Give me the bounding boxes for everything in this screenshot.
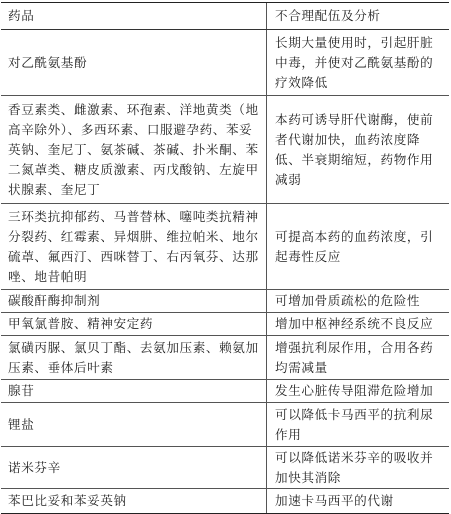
drug-cell: 甲氧氯普胺、精神安定药 — [1, 313, 267, 335]
analysis-cell: 长期大量使用时，引起肝脏中毒，并使对乙酰氨基酚的疗效降低 — [275, 34, 434, 90]
table-row — [1, 380, 449, 403]
drug-cell: 腺苷 — [1, 380, 267, 402]
analysis-cell: 本药可诱导肝代谢酶，使前者代谢加快，血药浓度降低、半衰期缩短，药物作用减弱 — [275, 111, 434, 187]
drug-cell: 氯磺丙脲、氯贝丁酯、去氨加压素、赖氨加压素、垂体后叶素 — [1, 336, 267, 379]
table-header-row — [1, 3, 449, 30]
table-row — [1, 30, 449, 96]
analysis-cell: 增强抗利尿作用，合用各药均需减量 — [275, 339, 434, 375]
table-row — [1, 403, 449, 447]
analysis-cell: 可增加骨质疏松的危险性 — [275, 293, 421, 308]
table-row — [1, 447, 449, 489]
header-analysis: 不合理配伍及分析 — [275, 8, 381, 23]
drug-cell: 对乙酰氨基酚 — [1, 30, 267, 95]
analysis-cell: 可提高本药的血药浓度，引起毒性反应 — [275, 228, 434, 264]
table-row — [1, 204, 449, 290]
drug-cell: 香豆素类、雌激素、环孢素、洋地黄类（地高辛除外）、多西环素、口服避孕药、苯妥英钠、奎尼丁、氨茶碱、茶碱、扑米酮、苯二氮䓬类、糖皮质激素、丙戊酸钠、左旋甲状腺素、奎尼丁 — [1, 96, 267, 203]
analysis-cell: 可以降低诺米芬辛的吸收并加快其消除 — [275, 449, 434, 485]
drug-cell: 苯巴比妥和苯妥英钠 — [1, 489, 267, 513]
drug-cell: 碳酸酐酶抑制剂 — [1, 290, 267, 312]
analysis-cell: 加速卡马西平的代谢 — [275, 493, 394, 508]
table-row — [1, 489, 449, 513]
drug-cell: 诺米芬辛 — [1, 447, 267, 488]
drug-cell: 三环类抗抑郁药、马普替林、噻吨类抗精神分裂药、红霉素、异烟肼、维拉帕米、地尔硫䓬、氟西汀、西咪替丁、右丙氧芬、达那唑、地昔帕明 — [1, 204, 267, 289]
table-row — [1, 96, 449, 204]
analysis-cell: 增加中枢神经系统不良反应 — [275, 316, 434, 331]
table-row — [1, 290, 449, 313]
table-row — [1, 336, 449, 380]
header-drug: 药品 — [1, 3, 267, 29]
analysis-cell: 可以降低卡马西平的抗利尿作用 — [275, 406, 434, 442]
analysis-cell: 发生心脏传导阻滞危险增加 — [275, 383, 434, 398]
drug-interaction-table — [1, 2, 449, 514]
table-row — [1, 313, 449, 336]
drug-cell: 锂盐 — [1, 403, 267, 446]
